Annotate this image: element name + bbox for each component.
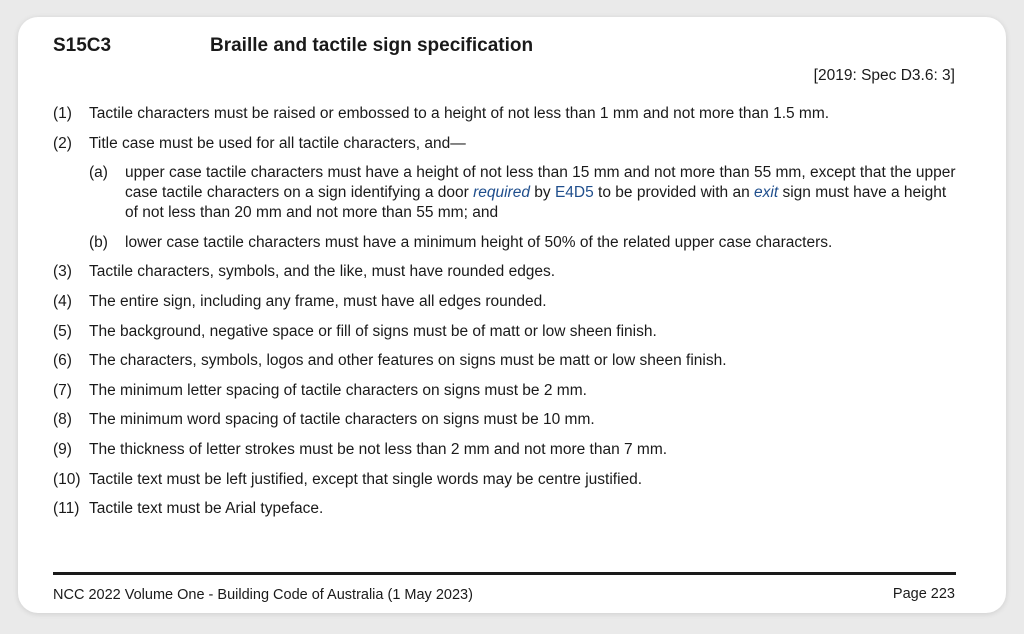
defined-term-required-link[interactable]: required: [473, 184, 530, 202]
subclause-text-part: sign must have a height of not less than 20 mm and not more than 55 mm; and: [125, 184, 947, 222]
clause-list: [53, 104, 958, 529]
clause-text: Tactile characters must be raised or embossed to a height of not less than 1 mm and not more than 1.5 mm.: [89, 105, 830, 122]
clause-item-10: [53, 470, 958, 490]
clause-text: Tactile characters, symbols, and the like, must have rounded edges.: [89, 263, 556, 281]
clause-text: Tactile text must be left justified, except that single words may be centre justified.: [89, 470, 643, 488]
subclause-number: (a): [89, 164, 108, 182]
clause-number: (10): [53, 470, 81, 488]
page-number: Page 223: [892, 586, 955, 602]
clause-number: (7): [53, 381, 72, 399]
clause-text: The characters, symbols, logos and other features on signs must be matt or low sheen finish.: [89, 352, 727, 370]
clause-number: (5): [53, 322, 72, 340]
clause-number: (3): [53, 263, 72, 281]
clause-item-11: [53, 499, 958, 519]
clause-text: The background, negative space or fill of signs must be of matt or low sheen finish.: [89, 322, 657, 340]
clause-text: The thickness of letter strokes must be not less than 2 mm and not more than 7 mm.: [89, 440, 668, 458]
clause-item-3: [53, 262, 958, 282]
defined-term-exit-link[interactable]: exit: [754, 184, 779, 202]
legacy-reference: [2019: Spec D3.6: 3]: [813, 67, 955, 84]
clause-number: (4): [53, 292, 72, 310]
clause-item-8: [53, 410, 958, 430]
clause-text: Tactile text must be Arial typeface.: [89, 500, 324, 518]
clause-title: Braille and tactile sign specification: [210, 35, 534, 56]
clause-item-7: [53, 381, 958, 401]
clause-id: S15C3: [53, 35, 112, 56]
clause-number: (1): [53, 105, 72, 122]
footer-divider: [53, 572, 956, 575]
clause-item-6: [53, 351, 958, 371]
clause-item-4: [53, 292, 958, 312]
subclause-text-part: by: [529, 184, 555, 202]
clause-number: (6): [53, 352, 72, 370]
clause-number: (9): [53, 440, 72, 458]
subclause-item-b: [89, 233, 958, 253]
clause-text: The minimum word spacing of tactile characters on signs must be 10 mm.: [89, 411, 595, 429]
subclause-number: (b): [89, 233, 108, 251]
clause-number: (11): [53, 500, 80, 518]
clause-item-2: [53, 134, 958, 154]
footer-document-title: NCC 2022 Volume One - Building Code of Australia (1 May 2023): [53, 587, 473, 603]
subclause-text: lower case tactile characters must have a minimum height of 50% of the related upper case characters.: [125, 233, 833, 251]
subclause-text: [125, 163, 958, 223]
clause-number: (8): [53, 411, 72, 429]
document-page: [18, 17, 1006, 613]
clause-text: The minimum letter spacing of tactile characters on signs must be 2 mm.: [89, 381, 587, 399]
clause-item-1: [53, 104, 958, 124]
clause-item-5: [53, 322, 958, 342]
clause-number: (2): [53, 134, 72, 152]
clause-item-9: [53, 440, 958, 460]
cross-reference-e4d5-link[interactable]: E4D5: [554, 184, 594, 202]
subclause-text-part: to be provided with an: [593, 184, 755, 202]
subclause-text-part: upper case tactile characters must have a height of not less than 15 mm and not more than 55 mm, except that the upper case tactile characters on a sign identifying a door: [125, 164, 956, 202]
subclause-item-a: [89, 163, 958, 223]
clause-text: Title case must be used for all tactile characters, and—: [89, 134, 466, 152]
clause-text: The entire sign, including any frame, must have all edges rounded.: [89, 292, 547, 310]
